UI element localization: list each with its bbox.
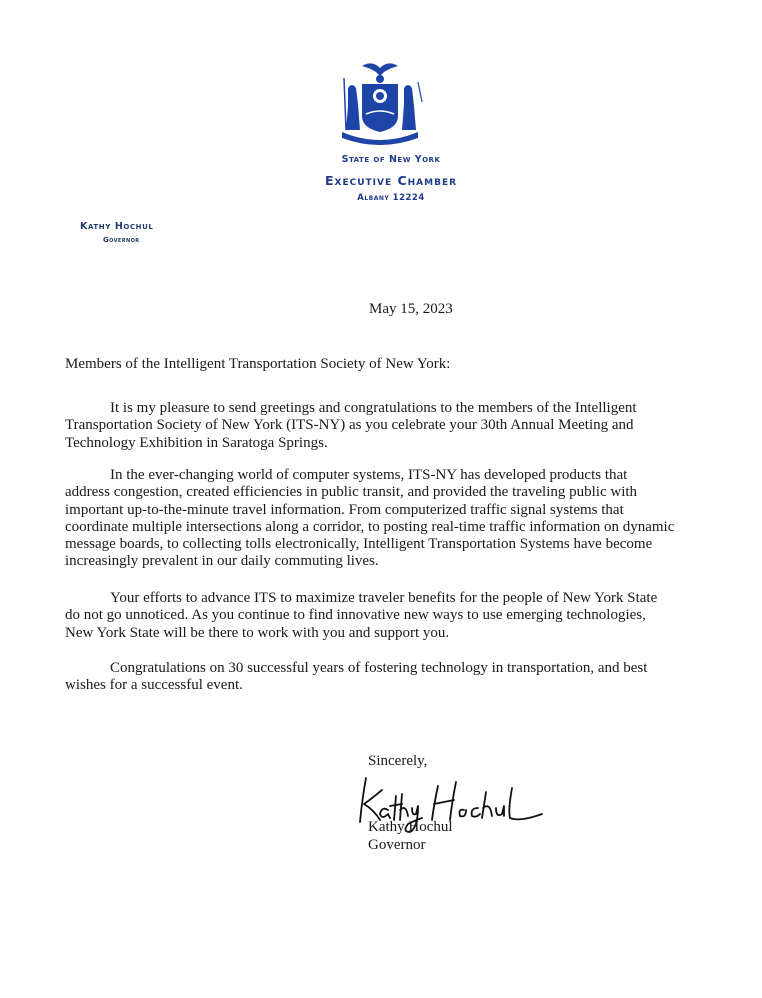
paragraph-1 bbox=[65, 400, 675, 452]
letterhead-address: Albany 12224 bbox=[357, 193, 425, 203]
letterhead-office: Executive Chamber bbox=[324, 173, 458, 188]
paragraph-3-text: Your efforts to advance ITS to maximize traveler benefits for the people of New York State do not go unnoticed. As you continue to find innovative new ways to use emerging technologies, New York State will be there to work with you and support you. bbox=[65, 590, 658, 641]
salutation: Members of the Intelligent Transportation Society of New York: bbox=[65, 356, 451, 372]
paragraph-3 bbox=[65, 590, 675, 642]
sender-name: Kathy Hochul bbox=[80, 221, 154, 232]
sender-title: Governor bbox=[103, 236, 140, 244]
signer-name: Kathy Hochul bbox=[368, 819, 453, 835]
letterhead-state: State of New York bbox=[341, 154, 441, 165]
paragraph-2 bbox=[65, 467, 675, 571]
closing: Sincerely, bbox=[368, 753, 428, 769]
new-york-state-seal bbox=[328, 58, 432, 148]
paragraph-1-text: It is my pleasure to send greetings and congratulations to the members of the Intelligent Transportation Society of New York (ITS-NY) as you celebrate your 30th Annual Meeting and Technology Exhibition in Saratoga Springs. bbox=[65, 400, 637, 451]
paragraph-4-text: Congratulations on 30 successful years of fostering technology in transportation, and best wishes for a successful event. bbox=[65, 660, 648, 694]
letter-date: May 15, 2023 bbox=[369, 301, 453, 317]
paragraph-2-text: In the ever-changing world of computer systems, ITS-NY has developed products that address congestion, created efficiencies in public transit, and provided the traveling public with important up-to-the-minute travel information. From computerized traffic signal systems that coordinate multiple intersections along a corridor, to posting real-time traffic information on dynamic message boards, to collecting tolls electronically, Intelligent Transportation Systems have become increasingly prevalent in our daily commuting lives. bbox=[65, 467, 675, 570]
signer-title: Governor bbox=[368, 837, 426, 853]
paragraph-4 bbox=[65, 660, 675, 695]
